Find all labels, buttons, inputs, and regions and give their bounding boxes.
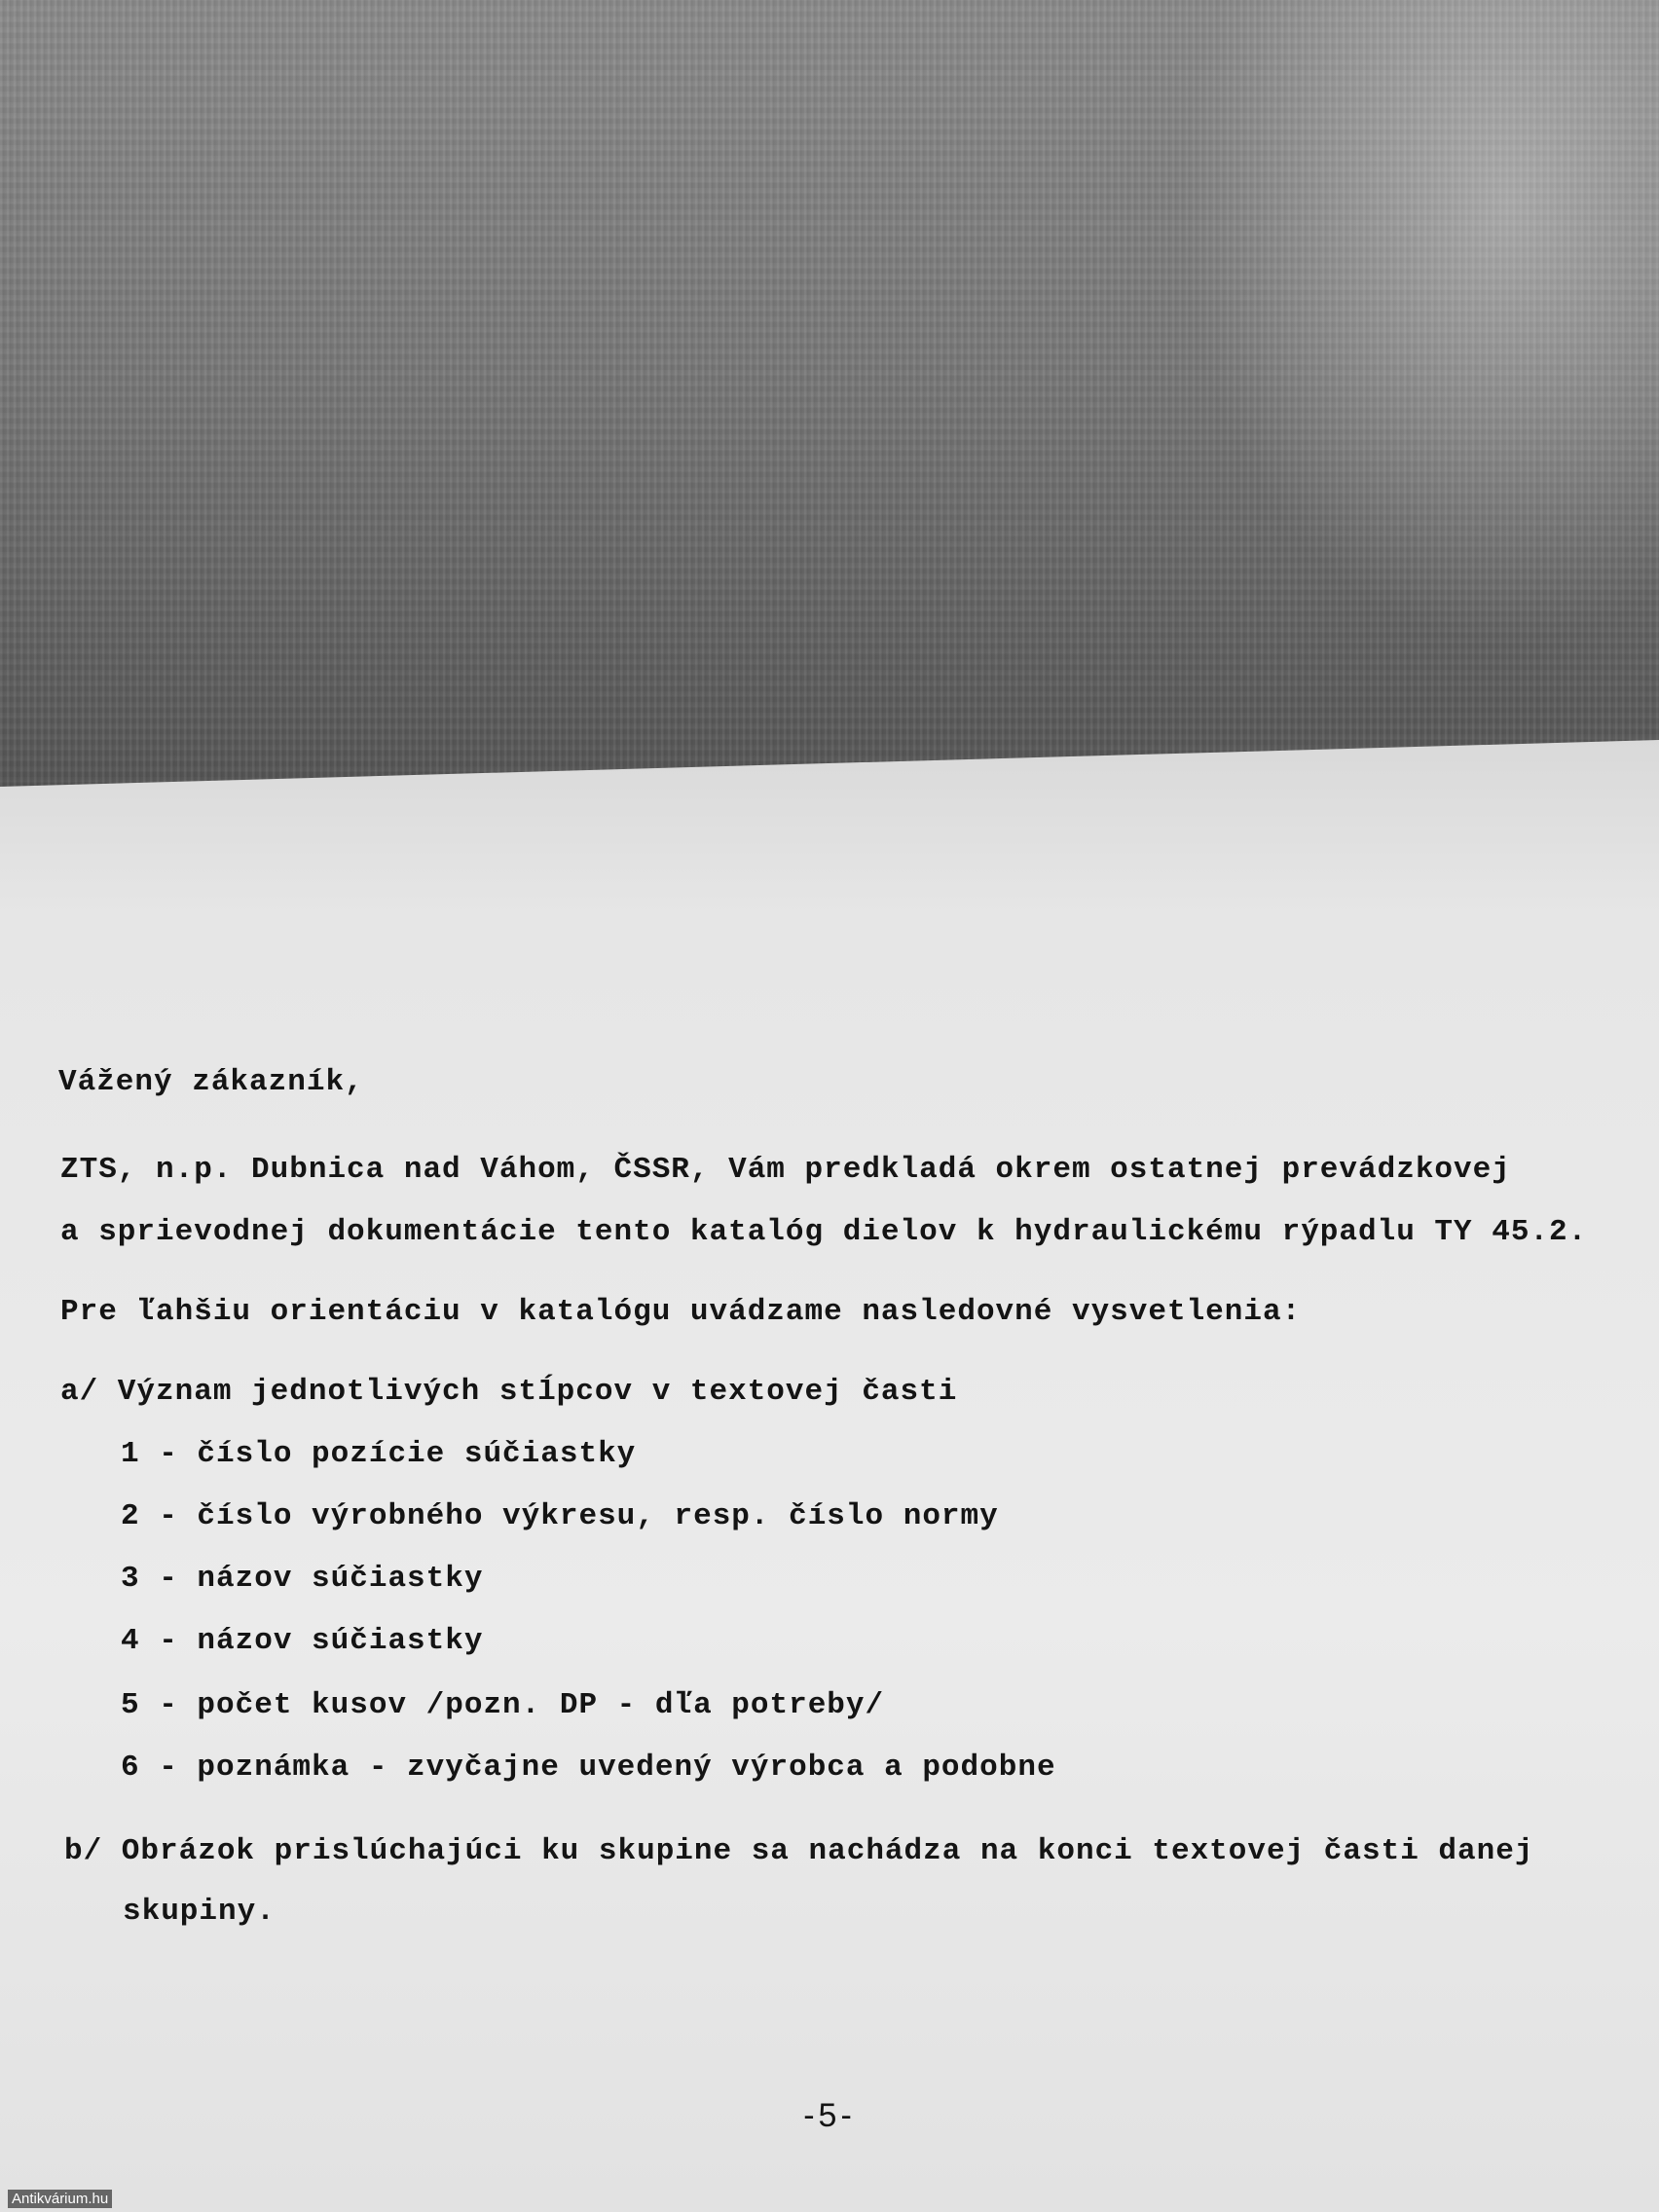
list-item: 2 - číslo výrobného výkresu, resp. číslo normy — [121, 1499, 999, 1533]
list-item: 3 - názov súčiastky — [121, 1562, 484, 1596]
orientation-line: Pre ľahšiu orientáciu v katalógu uvádzame nasledovné vysvetlenia: — [60, 1295, 1302, 1329]
section-b-line-2: skupiny. — [123, 1895, 276, 1929]
list-item: 5 - počet kusov /pozn. DP - dľa potreby/ — [121, 1688, 885, 1722]
page-number: -5- — [803, 2097, 856, 2134]
intro-line-1: ZTS, n.p. Dubnica nad Váhom, ČSSR, Vám predkladá okrem ostatnej prevádzkovej — [60, 1153, 1511, 1187]
greeting: Vážený zákazník, — [58, 1065, 364, 1099]
list-item: 1 - číslo pozície súčiastky — [121, 1437, 637, 1471]
list-item: 6 - poznámka - zvyčajne uvedený výrobca a podobne — [121, 1751, 1056, 1785]
section-b-line-1: b/ Obrázok prislúchajúci ku skupine sa nachádza na konci textovej časti danej — [64, 1834, 1534, 1868]
list-item: 4 - názov súčiastky — [121, 1624, 484, 1658]
watermark: Antikvárium.hu — [8, 2190, 112, 2208]
section-a-heading: a/ Význam jednotlivých stĺpcov v textovej časti — [60, 1375, 958, 1409]
intro-line-2: a sprievodnej dokumentácie tento katalóg dielov k hydraulickému rýpadlu TY 45.2. — [60, 1215, 1588, 1249]
